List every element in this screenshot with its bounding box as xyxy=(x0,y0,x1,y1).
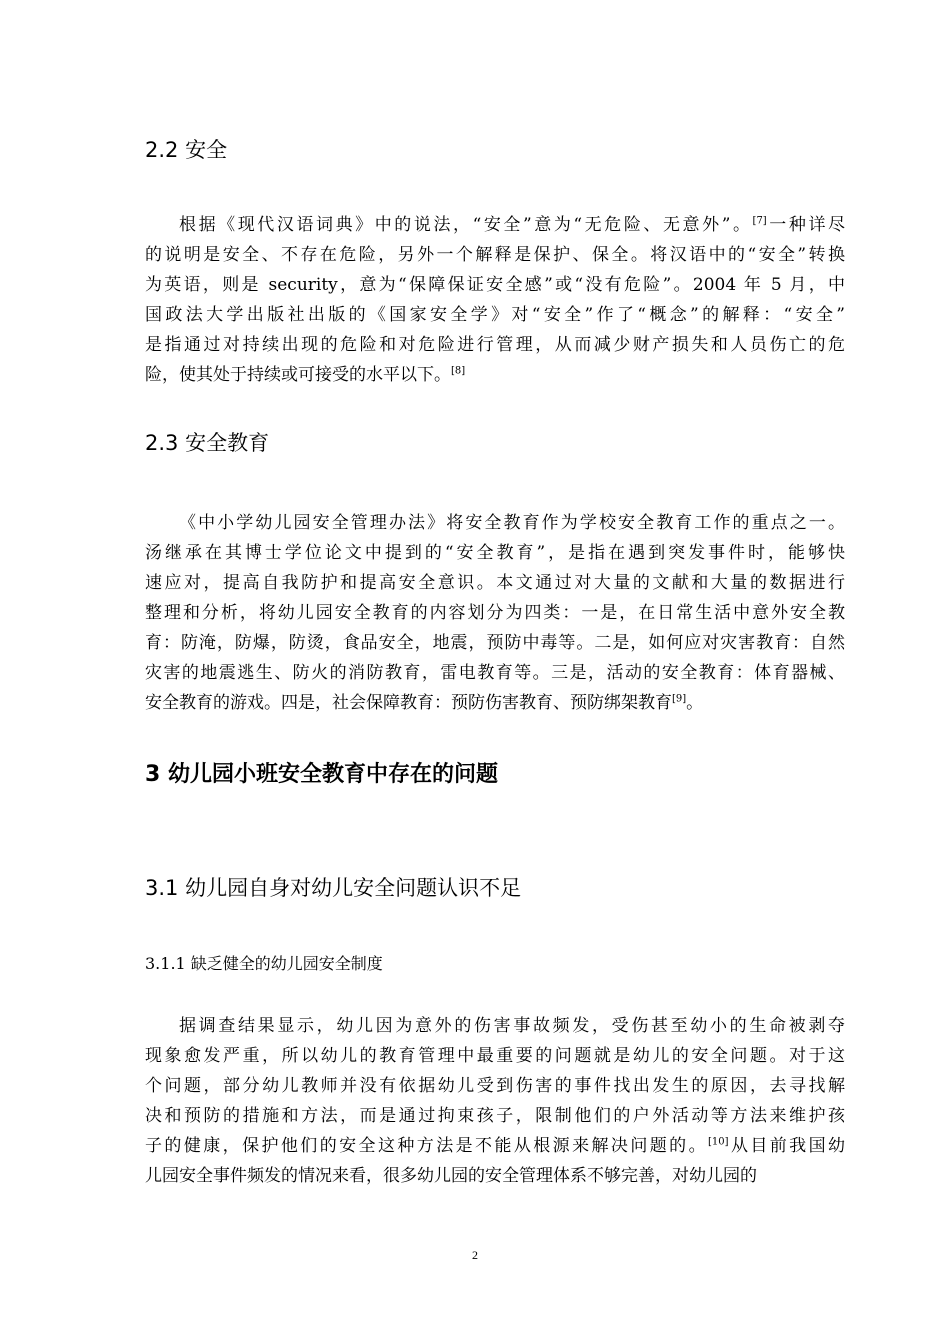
paragraph-line xyxy=(145,598,845,628)
paragraph-line xyxy=(145,1131,845,1161)
line-text-tail: 一种详尽 xyxy=(766,215,846,235)
line-text: 儿园安全事件频发的情况来看，很多幼儿园的安全管理体系不够完善，对幼儿园的 xyxy=(145,1166,757,1186)
line-text: 的说明是安全、不存在危险，另外一个解释是保护、保全。将汉语中的“安全”转换 xyxy=(145,245,845,265)
line-text-tail: 从目前我国幼 xyxy=(728,1136,846,1156)
paragraph-line xyxy=(145,240,845,270)
line-text: 汤继承在其博士学位论文中提到的“安全教育”，是指在遇到突发事件时，能够快 xyxy=(145,543,845,563)
section-heading-3-1: 3.1 幼儿园自身对幼儿安全问题认识不足 xyxy=(145,876,522,900)
line-text: 速应对，提高自我防护和提高安全意识。本文通过对大量的文献和大量的数据进行 xyxy=(145,573,845,593)
paragraph-safety-definition xyxy=(145,210,845,390)
line-text: 个问题，部分幼儿教师并没有依据幼儿受到伤害的事件找出发生的原因，去寻找解 xyxy=(145,1076,845,1096)
line-text: 现象愈发严重，所以幼儿的教育管理中最重要的问题就是幼儿的安全问题。对于这 xyxy=(145,1046,845,1066)
paragraph-line xyxy=(145,1071,845,1101)
citation-ref: [7] xyxy=(752,215,767,227)
paragraph-line xyxy=(145,1101,845,1131)
chapter-heading-3: 3 幼儿园小班安全教育中存在的问题 xyxy=(145,762,498,787)
section-heading-2-2: 2.2 安全 xyxy=(145,138,228,162)
line-text: 为英语，则是 security，意为“保障保证安全感”或“没有危险”。2004 年 5 月，中 xyxy=(145,275,845,295)
paragraph-line xyxy=(145,270,845,300)
paragraph-line xyxy=(145,1161,845,1191)
paragraph-line xyxy=(145,508,845,538)
paragraph-safety-system xyxy=(145,1011,845,1191)
line-text: 《中小学幼儿园安全管理办法》将安全教育作为学校安全教育工作的重点之一。 xyxy=(179,513,845,533)
line-text: 整理和分析，将幼儿园安全教育的内容划分为四类：一是，在日常生活中意外安全教 xyxy=(145,603,845,623)
line-text: 险，使其处于持续或可接受的水平以下。 xyxy=(145,365,451,385)
paragraph-line xyxy=(145,1041,845,1071)
line-text: 安全教育的游戏。四是，社会保障教育：预防伤害教育、预防绑架教育 xyxy=(145,693,672,713)
paragraph-line xyxy=(145,568,845,598)
paragraph-line xyxy=(145,538,845,568)
citation-ref: [8] xyxy=(451,365,466,377)
line-text: 决和预防的措施和方法，而是通过拘束孩子，限制他们的户外活动等方法来维护孩 xyxy=(145,1106,845,1126)
page-number: 2 xyxy=(472,1248,478,1262)
line-text: 根据《现代汉语词典》中的说法，“安全”意为“无危险、无意外”。 xyxy=(179,215,753,235)
paragraph-line xyxy=(145,330,845,360)
paragraph-line xyxy=(145,300,845,330)
paragraph-line xyxy=(145,360,845,390)
citation-ref: [9] xyxy=(672,693,687,705)
line-text: 灾害的地震逃生、防火的消防教育，雷电教育等。三是，活动的安全教育：体育器械、 xyxy=(145,663,845,683)
line-text-tail: 。 xyxy=(686,693,704,713)
paragraph-safety-education xyxy=(145,508,845,718)
paragraph-line xyxy=(145,1011,845,1041)
paragraph-line xyxy=(145,628,845,658)
line-text: 是指通过对持续出现的危险和对危险进行管理，从而减少财产损失和人员伤亡的危 xyxy=(145,335,845,355)
paragraph-line xyxy=(145,688,845,718)
paragraph-line xyxy=(145,658,845,688)
paragraph-line xyxy=(145,210,845,240)
line-text: 育：防淹，防爆，防烫，食品安全，地震，预防中毒等。二是，如何应对灾害教育：自然 xyxy=(145,633,845,653)
section-heading-2-3: 2.3 安全教育 xyxy=(145,431,270,455)
line-text: 据调查结果显示，幼儿因为意外的伤害事故频发，受伤甚至幼小的生命被剥夺 xyxy=(179,1016,845,1036)
subsection-heading-3-1-1: 3.1.1 缺乏健全的幼儿园安全制度 xyxy=(145,954,383,973)
line-text: 国政法大学出版社出版的《国家安全学》对“安全”作了“概念”的解释：“安全” xyxy=(145,305,845,325)
line-text: 子的健康，保护他们的安全这种方法是不能从根源来解决问题的。 xyxy=(145,1136,708,1156)
citation-ref: [10] xyxy=(708,1136,729,1148)
